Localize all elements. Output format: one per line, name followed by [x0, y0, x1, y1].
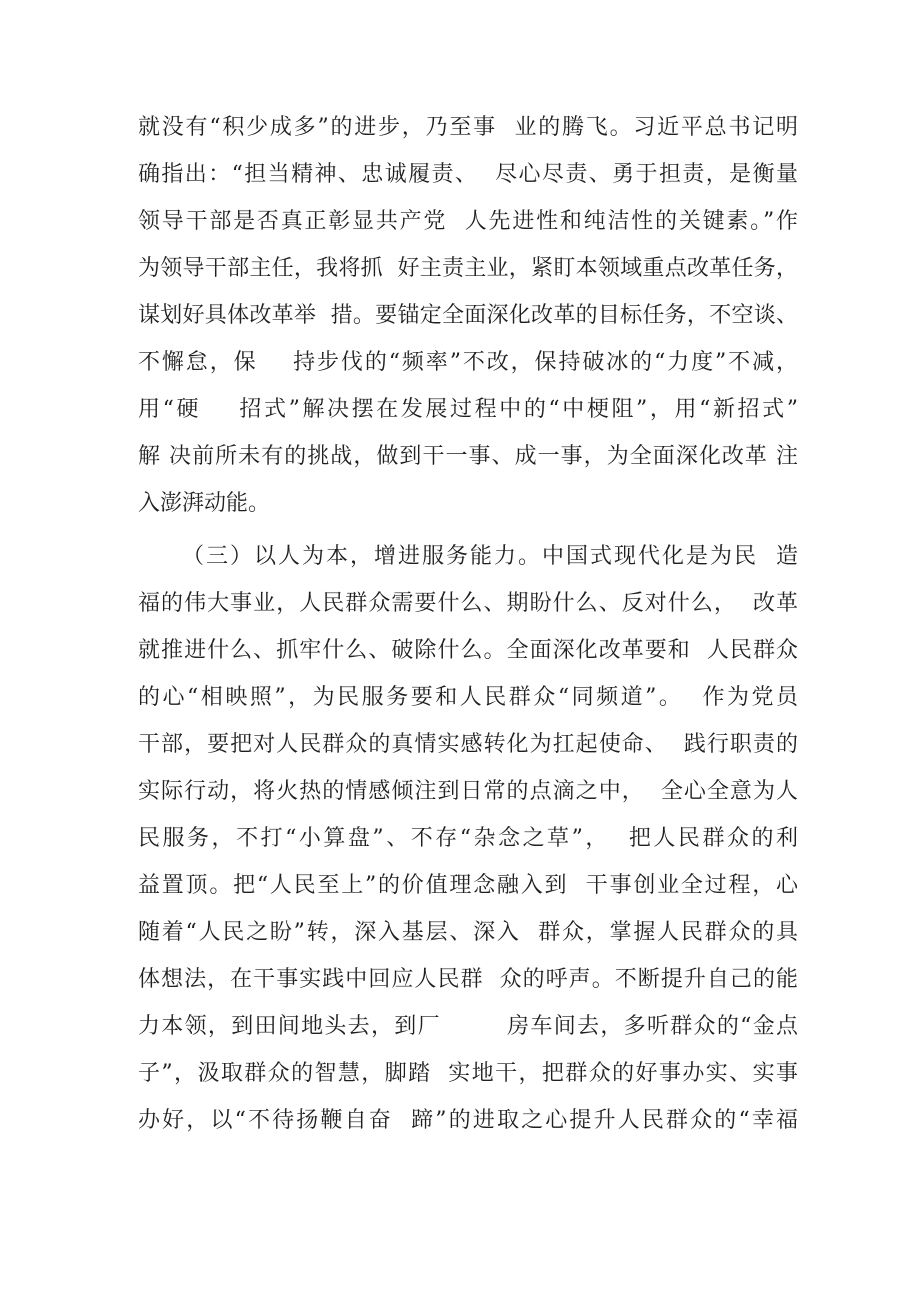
text-line: 的心“相映照”，为民服务要和人民群众“同频道”。 作为党员	[138, 685, 798, 710]
text-line: 民服务，不打“小算盘”、不存“杂念之草”， 把人民群众的利	[138, 826, 798, 851]
text-line: 体想法，在干事实践中回应人民群 众的呼声。不断提升自己的能	[138, 967, 798, 992]
body-text	[138, 104, 798, 1144]
text-line: 用“硬 招式”解决摆在发展过程中的“中梗阻”，用“新招式”	[138, 397, 798, 422]
text-line: 就推进什么、抓牢什么、破除什么。全面深化改革要和 人民群众	[138, 638, 798, 663]
paragraph-reform-commitment	[138, 104, 798, 527]
text-line: 干部，要把对人民群众的真情实感转化为扛起使命、 践行职责的	[138, 732, 798, 757]
text-line: 实际行动，将火热的情感倾注到日常的点滴之中， 全心全意为人	[138, 779, 798, 804]
text-line: 就没有“积少成多”的进步，乃至事 业的腾飞。习近平总书记明	[138, 115, 798, 140]
text-line: 子”，汲取群众的智慧，脚踏 实地干，把群众的好事办实、实事	[138, 1061, 798, 1086]
text-line: 解 决前所未有的挑战，做到干一事、成一事，为全面深化改革 注	[138, 444, 798, 469]
text-line: 入澎湃动能。	[138, 491, 271, 516]
paragraph-people-centered	[138, 533, 798, 1144]
text-line: 办好，以“不待扬鞭自奋 蹄”的进取之心提升人民群众的“幸福	[138, 1108, 798, 1133]
text-line: 力本领，到田间地头去，到厂 房车间去，多听群众的“金点	[138, 1014, 798, 1039]
text-line: 谋划好具体改革举 措。要锚定全面深化改革的目标任务，不空谈、	[138, 303, 798, 328]
text-line: 益置顶。把“人民至上”的价值理念融入到 干事创业全过程，心	[138, 873, 798, 898]
text-line: 领导干部是否真正彰显共产党 人先进性和纯洁性的关键素。”作	[138, 209, 798, 234]
text-line: 随着“人民之盼”转，深入基层、深入 群众，掌握人民群众的具	[138, 920, 798, 945]
text-line: 确指出：“担当精神、忠诚履责、 尽心尽责、勇于担责，是衡量	[138, 162, 798, 187]
text-line: 不懈怠，保 持步伐的“频率”不改，保持破冰的“力度”不减，	[138, 350, 798, 375]
text-line: 福的伟大事业，人民群众需要什么、期盼什么、反对什么， 改革	[138, 591, 798, 616]
section-heading-line: （三）以人为本，增进服务能力。中国式现代化是为民 造	[182, 544, 798, 569]
text-line: 为领导干部主任，我将抓 好主责主业，紧盯本领域重点改革任务，	[138, 256, 798, 281]
